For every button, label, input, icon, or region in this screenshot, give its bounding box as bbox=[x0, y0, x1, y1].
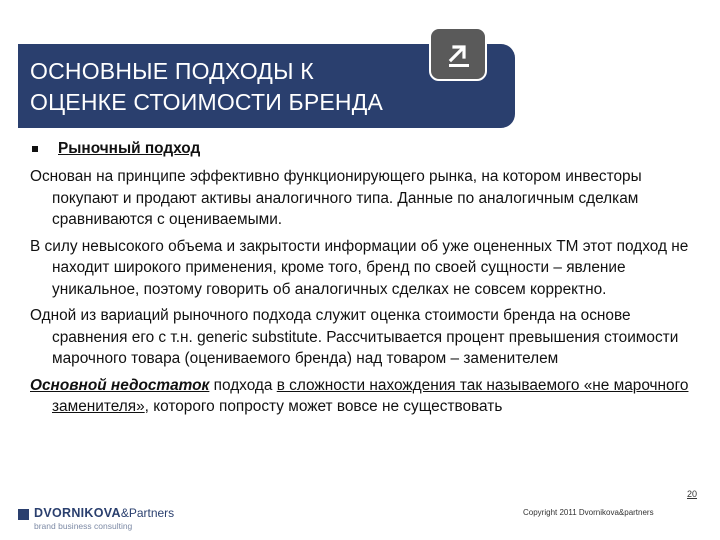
paragraph-4-mid: подхода bbox=[209, 376, 277, 394]
title-line-1: ОСНОВНЫЕ ПОДХОДЫ К bbox=[30, 58, 314, 84]
logo-name bbox=[34, 506, 174, 520]
section-heading: Рыночный подход bbox=[58, 140, 201, 158]
emphasis-text: Основной недостаток bbox=[30, 376, 210, 394]
logo-square-icon bbox=[18, 509, 29, 520]
title-line-2: ОЦЕНКЕ СТОИМОСТИ БРЕНДА bbox=[30, 89, 384, 115]
paragraph-4 bbox=[30, 375, 710, 418]
logo-tagline: brand business consulting bbox=[34, 521, 133, 531]
arrow-up-right-icon bbox=[443, 40, 475, 70]
section-bullet bbox=[30, 136, 710, 162]
square-bullet-icon bbox=[32, 146, 38, 152]
underlined-text: в сложности нахождения так называемого «не марочного заменителя» bbox=[52, 376, 689, 415]
corner-badge bbox=[429, 27, 487, 81]
slide-title bbox=[30, 56, 470, 118]
copyright-text: Copyright 2011 Dvornikova&partners bbox=[523, 508, 654, 517]
paragraph-4-end: , которого попросту может вовсе не существовать bbox=[144, 398, 503, 415]
paragraph-3: Одной из вариаций рыночного подхода служит оценка стоимости бренда на основе сравнения его с т.н. generic substitute. Рассчитывается процент превышения стоимости марочного товара (оцениваемого бренда) над товаром – заменителем bbox=[30, 307, 679, 367]
logo-suffix: &Partners bbox=[120, 506, 175, 520]
logo-brand: DVORNIKOVA bbox=[34, 506, 121, 520]
paragraph-1: Основан на принципе эффективно функционирующего рынка, на котором инвесторы покупают и продают активы аналогичного типа. Данные по аналогичным сделкам сравниваются с оцениваемыми. bbox=[30, 168, 642, 228]
slide-body bbox=[30, 136, 710, 422]
paragraph-2: В силу невысокого объема и закрытости информации об уже оцененных ТМ этот подход не находит широкого применения, кроме того, бренд по своей сущности – явление уникальное, поэтому говорить об аналогичных сделках не совсем корректно. bbox=[30, 237, 689, 298]
page-number: 20 bbox=[687, 489, 698, 499]
company-logo bbox=[18, 506, 218, 532]
